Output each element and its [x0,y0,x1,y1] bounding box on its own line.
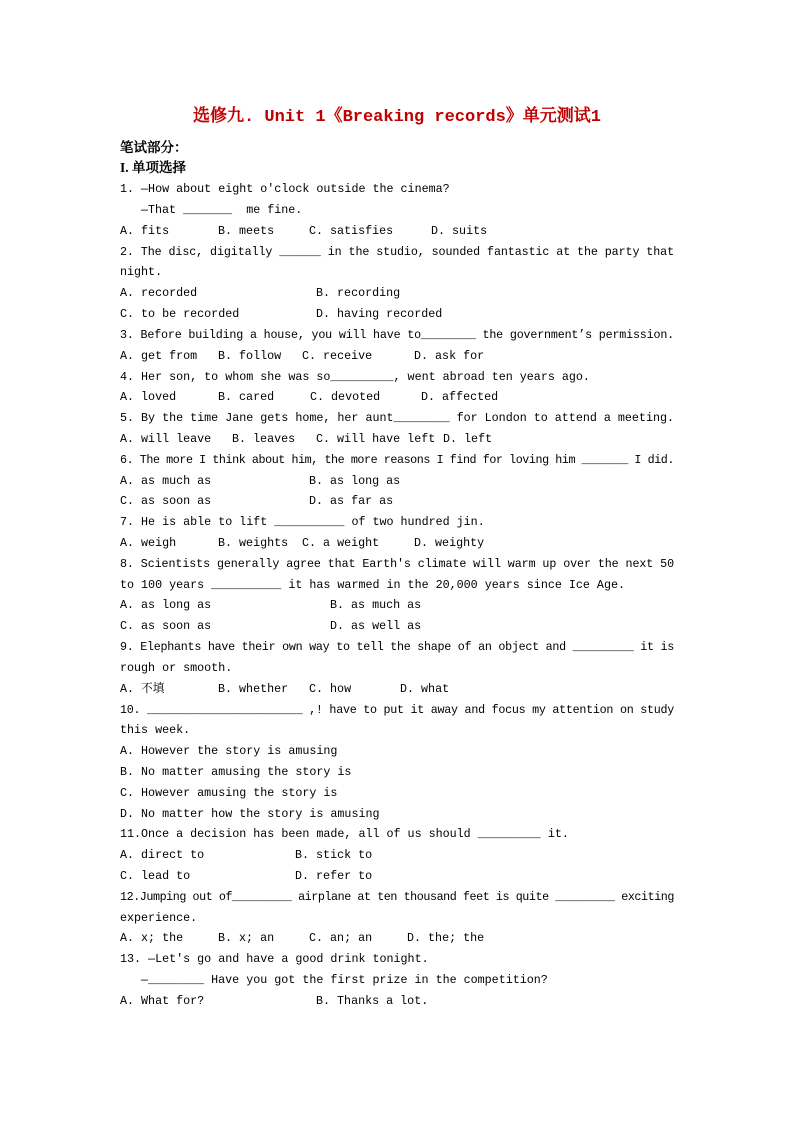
question-10 [120,700,680,825]
option-c: C. lead to [120,869,191,884]
question-11 [120,824,680,886]
option-row [120,928,680,949]
option-row [120,866,680,887]
option-c: C. a weight [302,536,380,551]
option-d: D. affected [421,390,499,405]
option-b: B. as much as [330,598,422,613]
option-row [120,471,680,492]
option-row [120,741,680,762]
option-d: D. refer to [295,869,373,884]
question-stem: experience. [120,910,198,925]
option-d: D. ask for [414,348,485,363]
question-8 [120,554,680,637]
option-a: A. direct to [120,848,205,863]
option-row [120,283,680,304]
option-c: C. However amusing the story is [120,785,338,800]
option-b: B. x; an [218,931,275,946]
option-a: A. as much as [120,473,212,488]
question-stem: 4. Her son, to whom she was so_________, went abroad ten years ago. [120,369,590,384]
question-stem: 10. _______________________ ,! have to put it away and focus my attention on study [120,702,674,717]
option-a: A. fits [120,223,170,238]
question-stem: 3. Before building a house, you will have to________ the government’s permission. [120,327,674,342]
part-heading: I. 单项选择 [120,160,187,176]
question-1 [120,179,680,241]
section-heading: 笔试部分： [120,139,188,155]
option-d: D. as well as [330,619,422,634]
option-b: B. recording [316,286,401,301]
question-stem: 6. The more I think about him, the more reasons I find for loving him _______ I did. [120,452,674,467]
question-stem: this week. [120,723,191,738]
question-stem: 2. The disc, digitally ______ in the studio, sounded fantastic at the party that [120,244,674,259]
option-a: A. recorded [120,286,198,301]
option-a: A. What for? [120,993,205,1008]
question-stem: 11.Once a decision has been made, all of us should _________ it. [120,827,569,842]
question-13 [120,949,680,1011]
question-5 [120,408,680,450]
option-row [120,616,680,637]
question-stem: 9. Elephants have their own way to tell the shape of an object and _________ it is [120,640,674,655]
option-row [120,304,680,325]
page-title: 选修九. Unit 1《Breaking records》单元测试1 [192,108,602,127]
option-a: A. 不填 [120,681,165,696]
option-row [120,991,680,1012]
option-b: B. as long as [309,473,401,488]
option-c: C. devoted [310,390,381,405]
option-c: C. an; an [309,931,373,946]
question-stem: 5. By the time Jane gets home, her aunt________ for London to attend a meeting. [120,411,675,426]
option-d: D. weighty [414,536,485,551]
question-4 [120,367,680,409]
question-3 [120,325,680,367]
option-d: D. left [443,431,493,446]
option-d: D. what [400,681,450,696]
question-stem: 1. —How about eight o'clock outside the cinema? [120,182,450,197]
question-stem: —________ Have you got the first prize in the competition? [141,973,548,988]
option-d: D. as far as [309,494,394,509]
option-row [120,595,680,616]
option-a: A. get from [120,348,198,363]
option-a: A. x; the [120,931,184,946]
option-row [120,387,680,408]
option-a: A. as long as [120,598,212,613]
option-row [120,762,680,783]
option-c: C. to be recorded [120,307,240,322]
option-row [120,346,680,367]
option-b: B. meets [218,223,275,238]
option-c: C. satisfies [309,223,394,238]
option-row [120,783,680,804]
option-b: B. weights [218,536,289,551]
question-stem: —That _______ me fine. [141,203,303,218]
question-stem: 12.Jumping out of_________ airplane at ten thousand feet is quite _________ exciting [120,889,674,904]
question-7 [120,512,680,554]
option-a: A. weigh [120,536,177,551]
option-a: A. loved [120,390,177,405]
option-b: B. stick to [295,848,373,863]
question-stem: 8. Scientists generally agree that Earth's climate will warm up over the next 50 [120,556,674,571]
option-b: B. Thanks a lot. [316,993,429,1008]
exam-body [120,138,680,1012]
option-row [120,221,680,242]
question-stem: night. [120,265,163,280]
question-stem: 7. He is able to lift __________ of two hundred jin. [120,515,485,530]
option-b: B. whether [218,681,289,696]
option-a: A. However the story is amusing [120,744,338,759]
option-b: B. leaves [232,431,296,446]
option-b: B. No matter amusing the story is [120,764,352,779]
option-c: C. how [309,681,352,696]
option-row [120,429,680,450]
option-row [120,491,680,512]
option-d: D. No matter how the story is amusing [120,806,380,821]
option-c: C. receive [302,348,373,363]
option-row [120,845,680,866]
question-9 [120,637,680,699]
option-d: D. suits [431,223,488,238]
option-b: B. cared [218,390,275,405]
option-a: A. will leave [120,431,212,446]
question-stem: 13. —Let's go and have a good drink tonight. [120,952,429,967]
option-row [120,533,680,554]
question-6 [120,450,680,512]
option-c: C. as soon as [120,494,212,509]
question-2 [120,242,680,325]
option-b: B. follow [218,348,282,363]
question-stem: to 100 years __________ it has warmed in the 20,000 years since Ice Age. [120,577,625,592]
option-c: C. will have left [316,431,436,446]
option-d: D. having recorded [316,307,443,322]
option-row [120,804,680,825]
option-row [120,679,680,700]
question-12 [120,887,680,949]
option-c: C. as soon as [120,619,212,634]
question-stem: rough or smooth. [120,660,233,675]
option-d: D. the; the [407,931,485,946]
